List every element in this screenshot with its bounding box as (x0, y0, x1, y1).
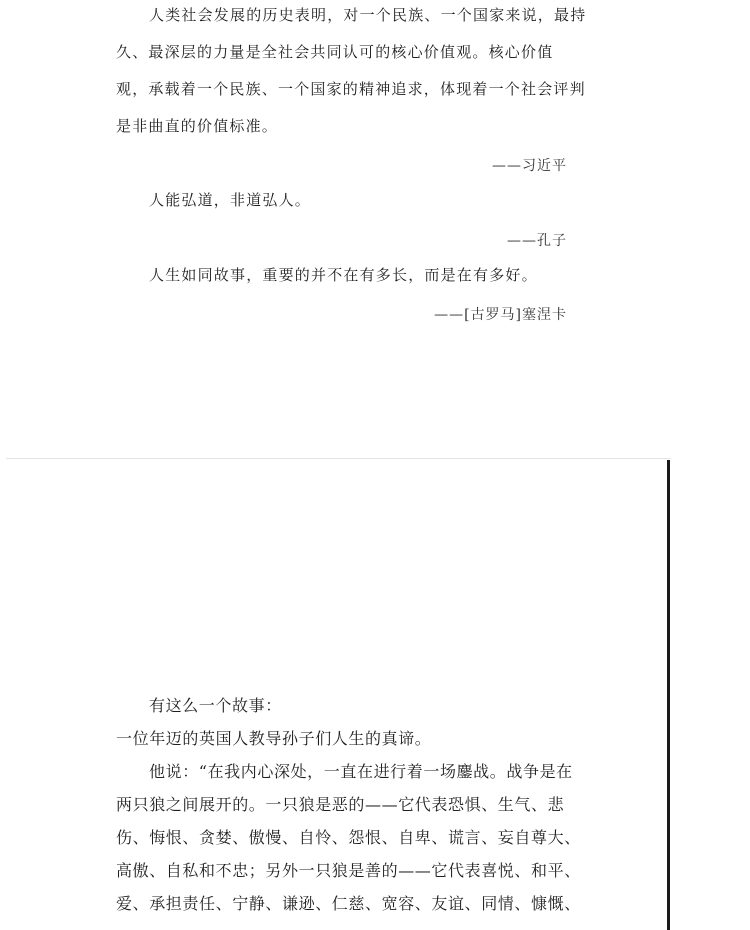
page-bottom (0, 460, 667, 930)
attribution-confucius: ——孔子 (507, 233, 567, 249)
quote-seneca (116, 257, 576, 294)
story-line: 高傲、自私和不忠；另外一只狼是善的——它代表喜悦、和平、 (116, 861, 581, 880)
quote-line: 人生如同故事，重要的并不在有多长，而是在有多好。 (149, 266, 538, 284)
attribution-seneca: ——[古罗马]塞涅卡 (434, 307, 567, 323)
quote-line: 是非曲直的价值标准。 (116, 117, 279, 135)
story-line: 有这么一个故事： (149, 696, 282, 715)
story-line: 他说：“在我内心深处，一直在进行着一场鏖战。战争是在 (149, 762, 573, 781)
story-text (116, 689, 586, 920)
attribution-xi-jinping: ——习近平 (492, 158, 567, 174)
quote-line: 人类社会发展的历史表明，对一个民族、一个国家来说，最持 (149, 6, 587, 24)
quote-line: 人能弘道，非道弘人。 (149, 191, 312, 209)
quote-line: 观，承载着一个民族、一个国家的精神追求，体现着一个社会评判 (116, 80, 586, 98)
quote-line: 久、最深层的力量是全社会共同认可的核心价值观。核心价值 (116, 43, 554, 61)
quote-xi-jinping (116, 0, 587, 145)
quote-confucius (116, 182, 576, 219)
page-divider (6, 458, 671, 459)
story-line: 两只狼之间展开的。一只狼是恶的——它代表恐惧、生气、悲 (116, 795, 565, 814)
story-line: 伤、悔恨、贪婪、傲慢、自怜、怨恨、自卑、谎言、妄自尊大、 (116, 828, 581, 847)
story-line: 一位年迈的英国人教导孙子们人生的真谛。 (116, 729, 432, 748)
page-top (0, 0, 750, 455)
page-edge-border (667, 460, 670, 930)
story-line: 爱、承担责任、宁静、谦逊、仁慈、宽容、友谊、同情、慷慨、 (116, 894, 581, 913)
